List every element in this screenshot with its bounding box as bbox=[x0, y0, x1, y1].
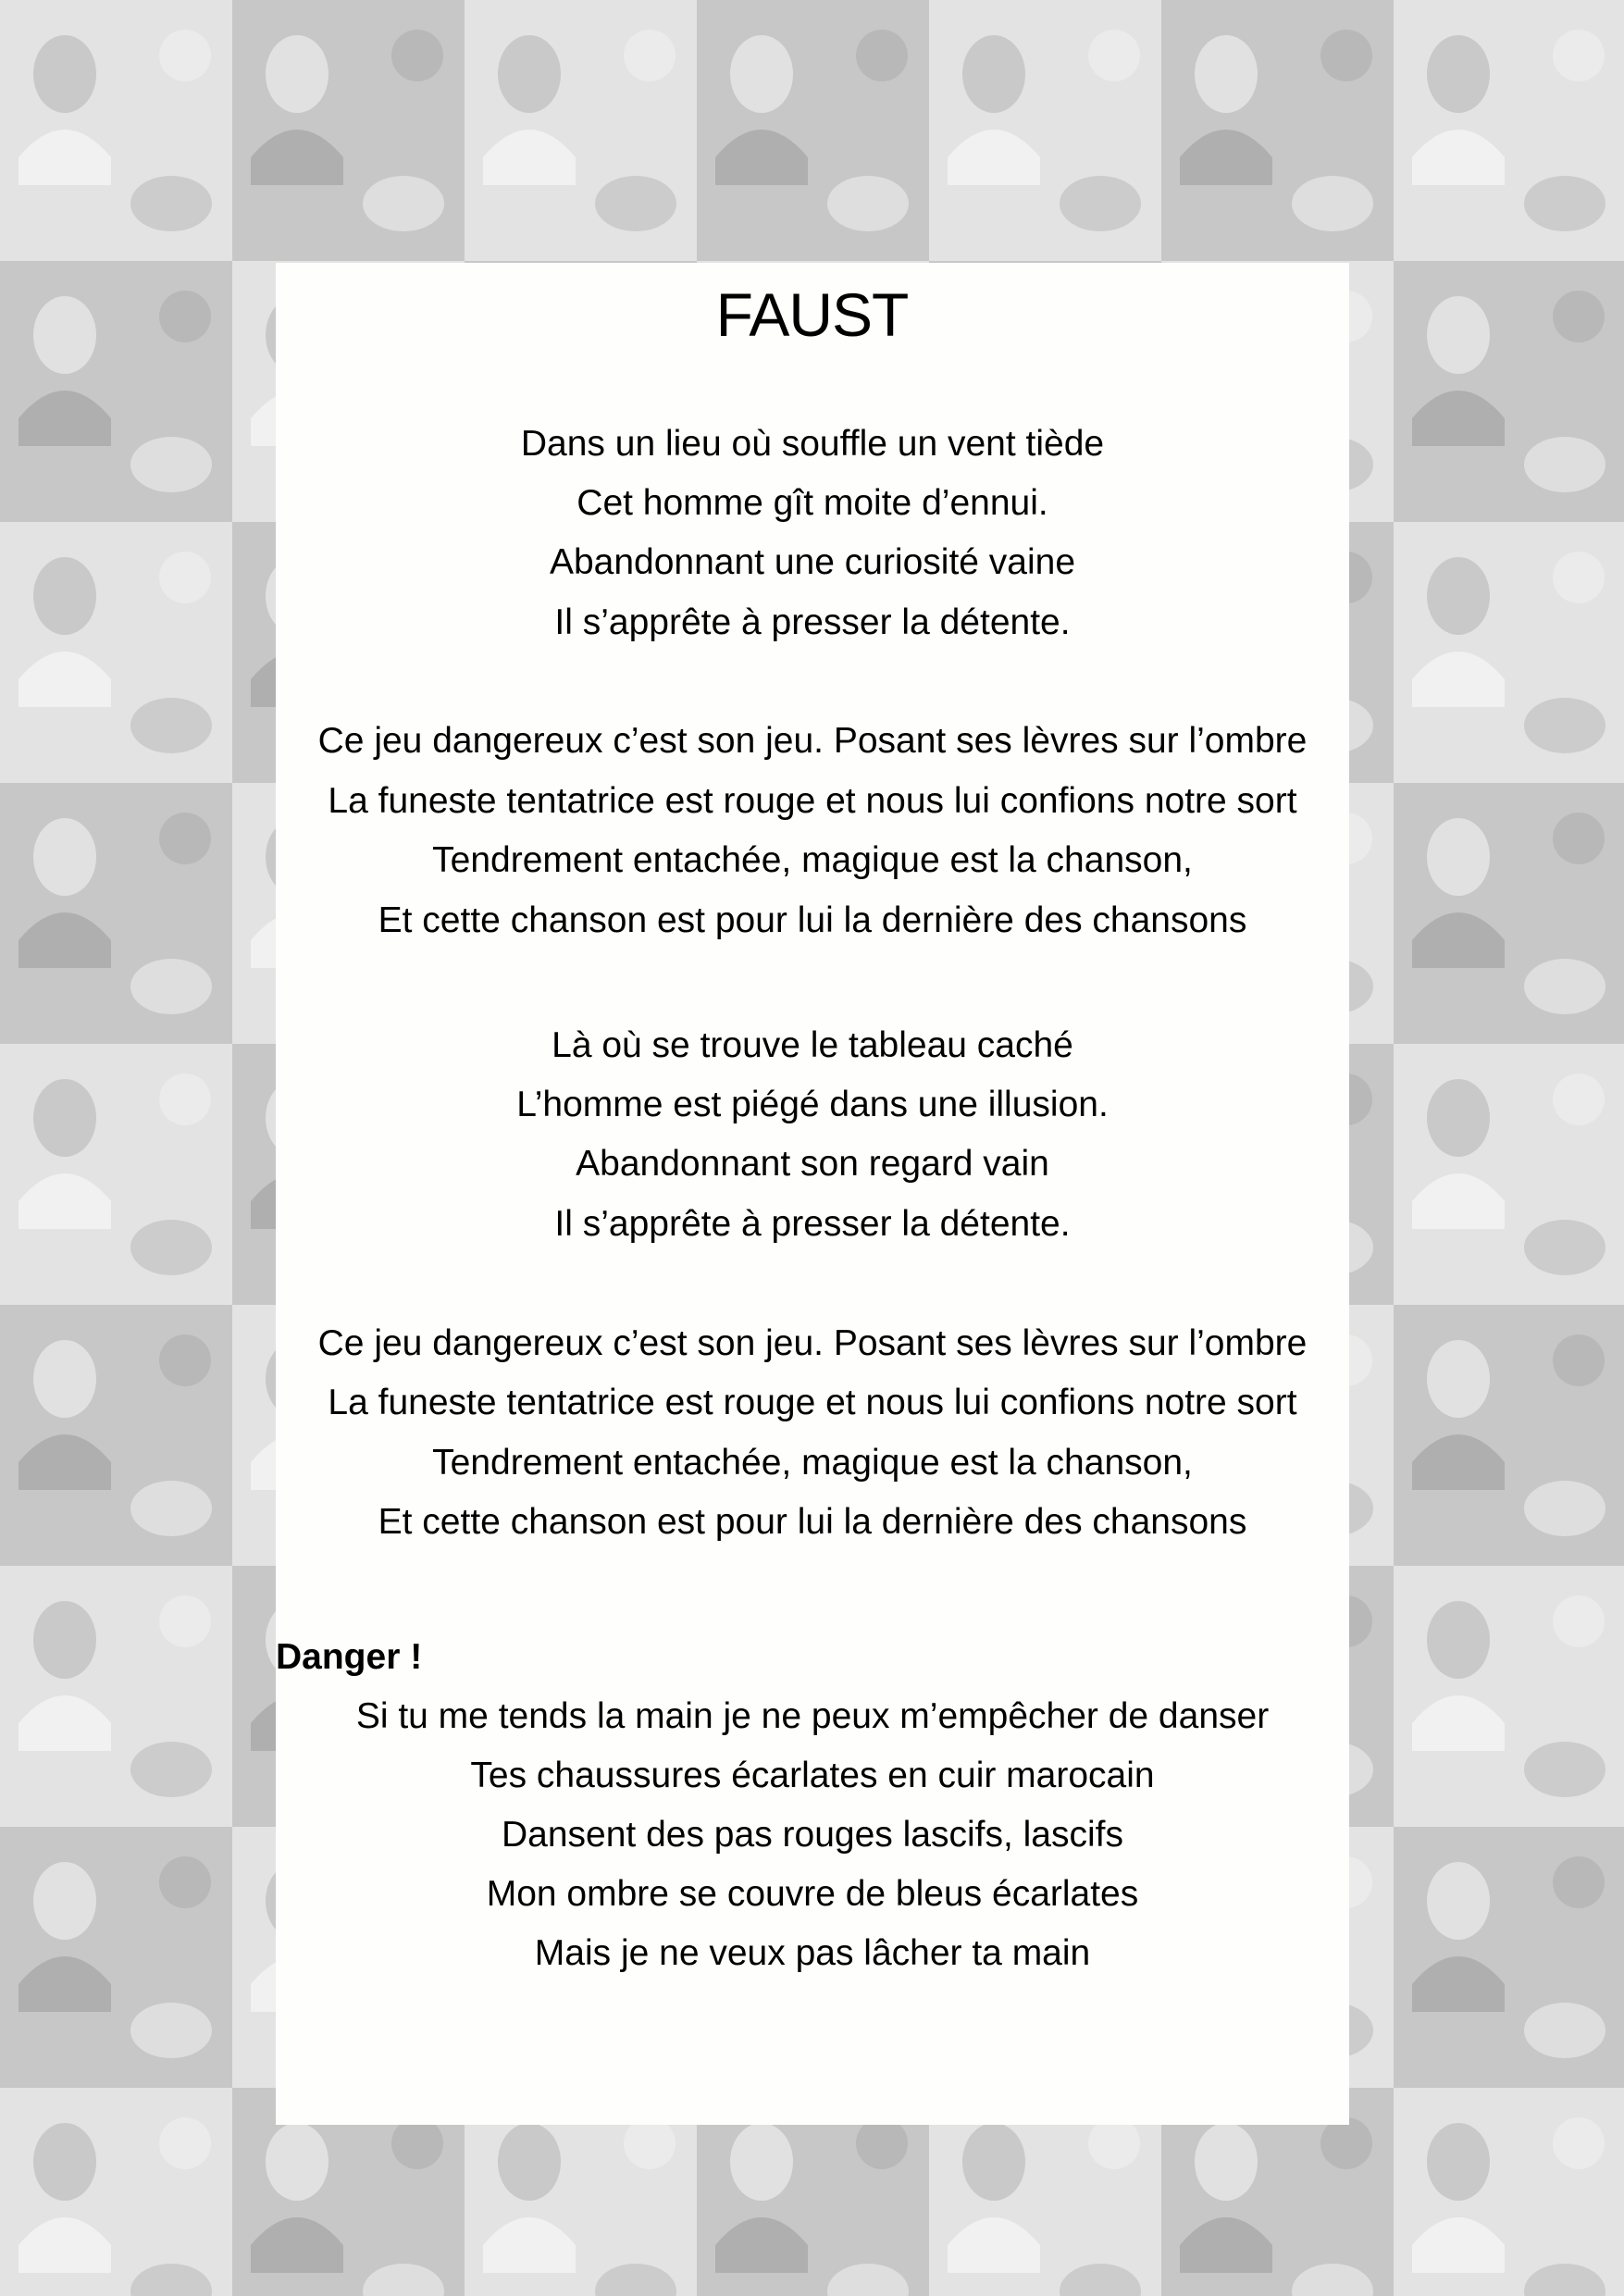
stanza-2-line-4: Et cette chanson est pour lui la dernière des chansons bbox=[378, 900, 1247, 940]
background-row bbox=[0, 0, 1624, 261]
stanza-5-line-3: Dansent des pas rouges lascifs, lascifs bbox=[502, 1815, 1123, 1855]
stanza-4-line-2: La funeste tentatrice est rouge et nous lui confions notre sort bbox=[328, 1383, 1297, 1422]
background-tile bbox=[1394, 1044, 1624, 1305]
background-tile bbox=[0, 0, 232, 261]
background-tile bbox=[465, 0, 697, 261]
stanza-2-line-1: Ce jeu dangereux c’est son jeu. Posant ses lèvres sur l’ombre bbox=[317, 721, 1308, 761]
portrait-silhouette-icon bbox=[1161, 0, 1394, 261]
background-tile bbox=[0, 1044, 232, 1305]
portrait-silhouette-icon bbox=[929, 0, 1161, 261]
stanza-4-line-1: Ce jeu dangereux c’est son jeu. Posant ses lèvres sur l’ombre bbox=[317, 1323, 1308, 1363]
portrait-silhouette-icon bbox=[0, 522, 232, 783]
stanza-4-line-4: Et cette chanson est pour lui la dernière des chansons bbox=[378, 1502, 1247, 1542]
stanza-1-line-4: Il s’apprête à presser la détente. bbox=[554, 602, 1071, 642]
stanza-5-line-2: Tes chaussures écarlates en cuir marocain bbox=[470, 1756, 1155, 1795]
background-tile bbox=[0, 1827, 232, 2088]
portrait-silhouette-icon bbox=[0, 0, 232, 261]
portrait-silhouette-icon bbox=[465, 0, 697, 261]
background-tile bbox=[1394, 1827, 1624, 2088]
stanza-3-line-4: Il s’apprête à presser la détente. bbox=[554, 1204, 1071, 1244]
background-tile bbox=[0, 1305, 232, 1566]
portrait-silhouette-icon bbox=[1394, 1827, 1624, 2088]
portrait-silhouette-icon bbox=[1394, 1566, 1624, 1827]
portrait-silhouette-icon bbox=[1394, 1305, 1624, 1566]
background-tile bbox=[232, 0, 465, 261]
stanza-1-line-3: Abandonnant une curiosité vaine bbox=[549, 542, 1076, 582]
background-tile bbox=[0, 2088, 232, 2296]
bridge-label: Danger ! bbox=[276, 1637, 423, 1677]
stanza-5-line-1: Si tu me tends la main je ne peux m’empêcher de danser bbox=[355, 1696, 1270, 1736]
stanza-1-line-1: Dans un lieu où souffle un vent tiède bbox=[520, 424, 1105, 464]
stanza-5-line-5: Mais je ne veux pas lâcher ta main bbox=[534, 1933, 1091, 1973]
background-tile bbox=[0, 783, 232, 1044]
stanza-3-line-3: Abandonnant son regard vain bbox=[576, 1144, 1049, 1184]
background-tile bbox=[1394, 1305, 1624, 1566]
stanza-2-line-2: La funeste tentatrice est rouge et nous lui confions notre sort bbox=[328, 781, 1297, 821]
background-tile bbox=[0, 522, 232, 783]
background-tile bbox=[1161, 0, 1394, 261]
portrait-silhouette-icon bbox=[232, 0, 465, 261]
background-tile bbox=[1394, 783, 1624, 1044]
portrait-silhouette-icon bbox=[1394, 2088, 1624, 2296]
portrait-silhouette-icon bbox=[0, 1044, 232, 1305]
background-tile bbox=[1394, 1566, 1624, 1827]
background-tile bbox=[697, 0, 929, 261]
portrait-silhouette-icon bbox=[0, 1827, 232, 2088]
portrait-silhouette-icon bbox=[697, 0, 929, 261]
stanza-3-line-1: Là où se trouve le tableau caché bbox=[552, 1025, 1073, 1065]
portrait-silhouette-icon bbox=[1394, 783, 1624, 1044]
stanza-1-line-2: Cet homme gît moite d’ennui. bbox=[576, 483, 1048, 523]
stanza-3-line-2: L’homme est piégé dans une illusion. bbox=[516, 1085, 1109, 1124]
portrait-silhouette-icon bbox=[1394, 522, 1624, 783]
background-tile bbox=[0, 1566, 232, 1827]
portrait-silhouette-icon bbox=[1394, 1044, 1624, 1305]
portrait-silhouette-icon bbox=[0, 783, 232, 1044]
stanza-5-line-4: Mon ombre se couvre de bleus écarlates bbox=[486, 1874, 1139, 1914]
background-tile bbox=[1394, 2088, 1624, 2296]
portrait-silhouette-icon bbox=[0, 1305, 232, 1566]
background-tile bbox=[929, 0, 1161, 261]
portrait-silhouette-icon bbox=[0, 1566, 232, 1827]
portrait-silhouette-icon bbox=[0, 2088, 232, 2296]
portrait-silhouette-icon bbox=[1394, 0, 1624, 261]
background-tile bbox=[1394, 522, 1624, 783]
poem-title: FAUST bbox=[715, 280, 909, 349]
background-tile bbox=[1394, 0, 1624, 261]
stanza-4-line-3: Tendrement entachée, magique est la chanson, bbox=[432, 1443, 1193, 1483]
stanza-2-line-3: Tendrement entachée, magique est la chanson, bbox=[432, 840, 1193, 880]
